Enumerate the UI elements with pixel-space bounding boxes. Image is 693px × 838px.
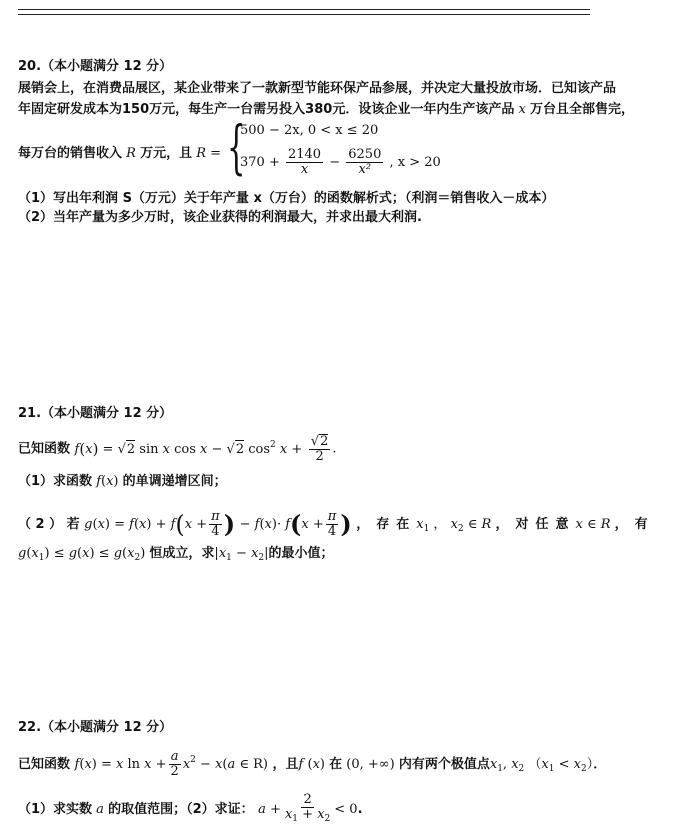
top-rule-second [18, 14, 590, 15]
q21-header: 21.（本小题满分 12 分） [18, 406, 173, 421]
q20-part1: （1）写出年利润 S（万元）关于年产量 x（万台）的函数解析式；（利润＝销售收入－成本） [18, 191, 555, 206]
q21-condition: $g(x_1) \le g(x) \le g(x_2)$ 恒成立，求$|x_1 - x_2|$的最小值； [18, 546, 334, 563]
q20-intro-line2: 年固定研发成本为150万元，每生产一台需另投入380元．设该企业一年内生产该产品 x 万台且全部售完， [18, 102, 634, 117]
piecewise-brace: { [227, 113, 246, 181]
q22-given: 已知函数 f(x) = x ln x + $\frac{a}{2}$ $x^2 - x(a$ ∈ R) ，且f (x) 在 (0, +∞) 内有两个极值点$x_1$, $x_2$ $(x_1 < x_2)$． [18, 749, 607, 779]
q21-part2: （ 2 ） 若 g(x) = f(x) + f(x + $\frac{\pi}{4}$ ) − f(x)· f(x + $\frac{\pi}{4}$ ) ，存在$x_1$ ， $x_2$ ∈ R ，对任意x ∈ R ，有 [18, 509, 655, 539]
q22-header: 22.（本小题满分 12 分） [18, 720, 173, 735]
q20-intro-line1: 展销会上，在消费品展区，某企业带来了一款新型节能环保产品参展，并决定大量投放市场．已知该产品 [18, 81, 617, 96]
q20-revenue-lead: 每万台的销售收入 R 万元，且 R = [18, 146, 222, 161]
q20-header: 20.（本小题满分 12 分） [18, 59, 173, 74]
frac-2140-x: $\frac{2140}{x}$ [287, 147, 322, 177]
q20-piece2: 370 + $\frac{2140}{x}$ − $\frac{6250}{\text{x²}}$ , x > 20 [240, 147, 441, 177]
q20-piece1: 500 − 2x, 0 < x ≤ 20 [240, 123, 379, 138]
q21-given: 已知函数 f(x) = √2 sin x cos x − √2 $\cos^2 x$ + $\frac{√2}{2}$ . [18, 434, 337, 464]
frac-6250-x2: $\frac{6250}{\text{x²}}$ [348, 147, 382, 177]
q20-part2: （2）当年产量为多少万时，该企业获得的利润最大，并求出最大利润. [18, 210, 422, 225]
top-rule [18, 9, 590, 10]
q21-part1: （1）求函数 f(x) 的单调递增区间； [18, 474, 227, 489]
q22-parts: （1）求实数 a 的取值范围；（2）求证： a + $\frac{2}{x_1 + x_2}$ < 0. [18, 792, 363, 824]
